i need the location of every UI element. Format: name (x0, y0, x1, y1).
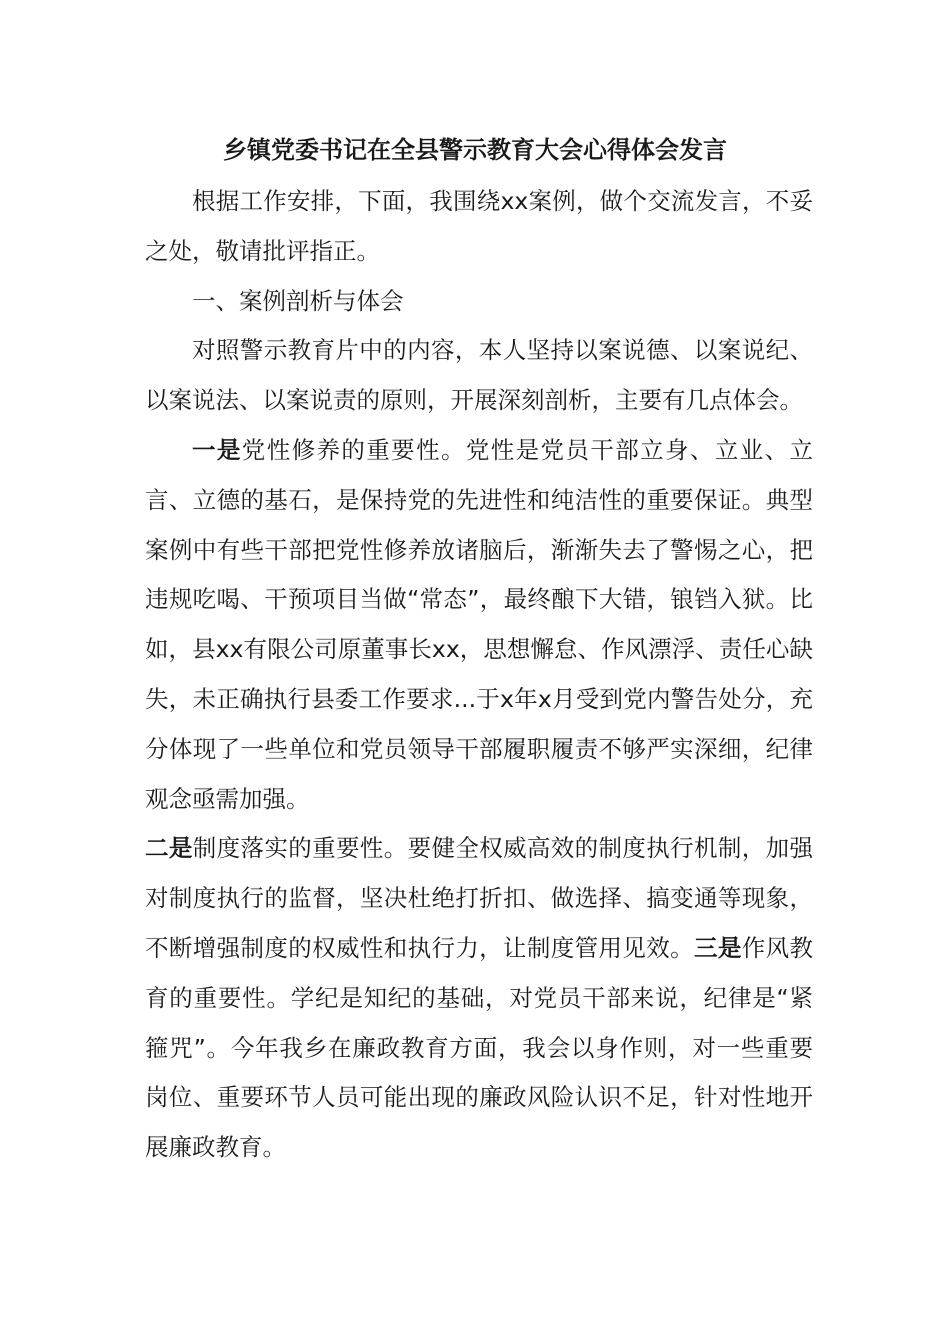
point-one-text: 党性修养的重要性。党性是党员干部立身、立业、立言、立德的基石，是保持党的先进性和纯洁性的重要保证。典型案例中有些干部把党性修养放诸脑后，渐渐失去了警惕之心，把违规吃喝、干预项目当做“常态”，最终酿下大错，锒铛入狱。比如，县xx有限公司原董事长xx，思想懈怠、作风漂浮、责任心缺失，未正确执行县委工作要求...于x年x月受到党内警告处分，充分体现了一些单位和党员领导干部履职履责不够严实深细，纪律观念亟需加强。 (145, 435, 814, 813)
point-three-text: 作风教育的重要性。学纪是知纪的基础，对党员干部来说，纪律是“紧箍咒”。今年我乡在廉政教育方面，我会以身作则，对一些重要岗位、重要环节人员可能出现的廉政风险认识不足，针对性地开展廉政教育。 (145, 933, 814, 1162)
section-lead-paragraph: 对照警示教育片中的内容，本人坚持以案说德、以案说纪、以案说法、以案说责的原则，开展深刻剖析，主要有几点体会。 (145, 336, 813, 415)
document-body (145, 177, 813, 1173)
points-two-three-paragraph (145, 824, 813, 1173)
point-two-text: 制度落实的重要性。要健全权威高效的制度执行机制，加强对制度执行的监督，坚决杜绝打折扣、做选择、搞变通等现象，不断增强制度的权威性和执行力，让制度管用见效。 (145, 834, 814, 962)
point-one-paragraph (145, 426, 813, 824)
section-heading: 一、案例剖析与体会 (192, 286, 404, 315)
intro-paragraph: 根据工作安排，下面，我围绕xx案例，做个交流发言，不妥之处，敬请批评指正。 (145, 187, 813, 265)
document-title: 乡镇党委书记在全县警示教育大会心得体会发言 (223, 136, 727, 164)
point-two-label: 二是 (145, 834, 193, 863)
point-one-label: 一是 (192, 435, 242, 464)
point-three-label: 三是 (694, 933, 742, 962)
